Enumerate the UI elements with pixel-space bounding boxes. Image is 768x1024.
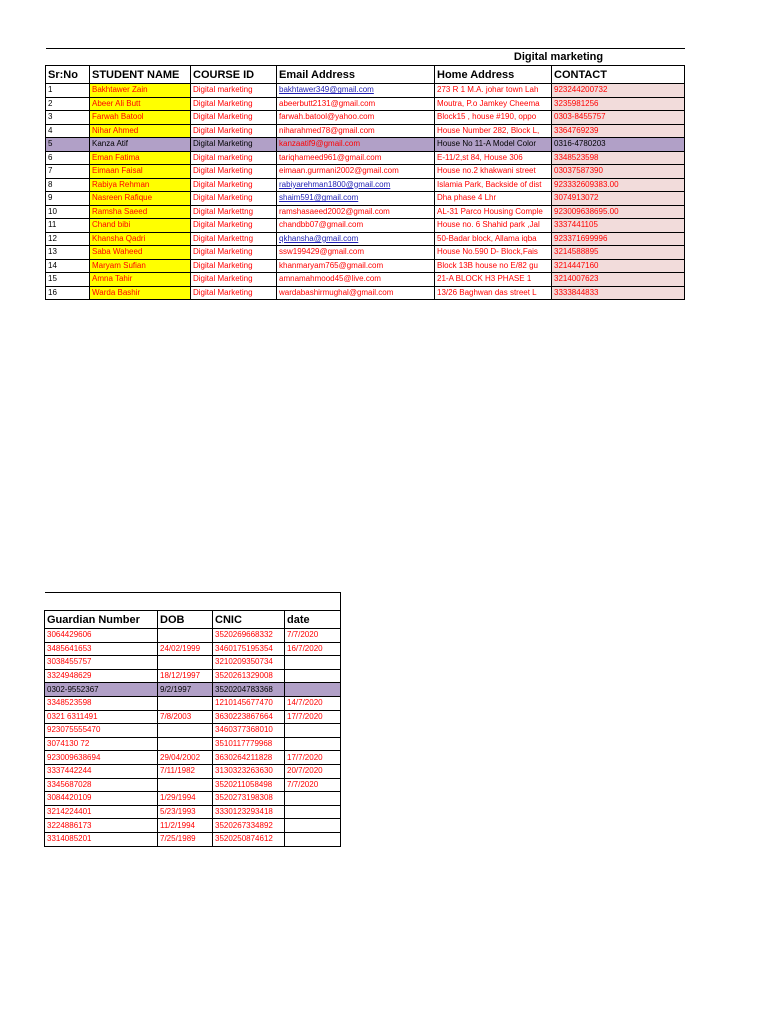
cell-course-id[interactable]: Digital Markettng xyxy=(191,232,277,246)
cell-home-address[interactable]: House No.590 D- Block,Fais xyxy=(435,246,552,260)
sheet-title: Digital marketing xyxy=(435,49,685,66)
cell-email[interactable] xyxy=(277,138,435,152)
cell-sr[interactable]: 5 xyxy=(46,138,90,152)
table-row xyxy=(45,669,341,683)
cell-date[interactable]: 14/7/2020 xyxy=(285,696,341,710)
cell-guardian-number[interactable]: 0321 6311491 xyxy=(45,710,158,724)
email-link[interactable]: qkhansha@gmail.com xyxy=(279,233,359,243)
cell-student-name[interactable]: Amna Tahir xyxy=(90,273,191,287)
table-row xyxy=(45,656,341,670)
cell-date[interactable] xyxy=(285,819,341,833)
header-student-name[interactable]: STUDENT NAME xyxy=(90,66,191,84)
cell-guardian-number[interactable]: 923009638694 xyxy=(45,751,158,765)
cell-dob[interactable]: 7/11/1982 xyxy=(158,764,213,778)
cell-dob[interactable]: 29/04/2002 xyxy=(158,751,213,765)
cell-student-name[interactable]: Eimaan Faisal xyxy=(90,165,191,179)
table-row xyxy=(46,97,685,111)
cell-contact[interactable]: 923244200732 xyxy=(552,84,685,98)
cell-sr[interactable]: 4 xyxy=(46,124,90,138)
cell-student-name[interactable]: Ramsha Saeed xyxy=(90,205,191,219)
cell-sr[interactable]: 11 xyxy=(46,219,90,233)
table-row xyxy=(45,819,341,833)
cell-dob[interactable]: 18/12/1997 xyxy=(158,669,213,683)
cell-contact[interactable]: 3074913072 xyxy=(552,192,685,206)
cell-student-name[interactable]: Abeer Ali Butt xyxy=(90,97,191,111)
table-row xyxy=(46,165,685,179)
email-text: wardabashirmughal@gmail.com xyxy=(279,287,394,297)
cell-cnic[interactable]: 3460377368010 xyxy=(213,724,285,738)
cell-course-id[interactable]: Digital Markettng xyxy=(191,205,277,219)
cell-dob[interactable]: 9/2/1997 xyxy=(158,683,213,697)
cell-date[interactable] xyxy=(285,683,341,697)
cell-home-address[interactable]: 273 R 1 M.A. johar town Lah xyxy=(435,84,552,98)
table-row xyxy=(45,805,341,819)
email-link[interactable]: shaim591@gmail.com xyxy=(279,193,359,203)
table-row xyxy=(46,138,685,152)
cell-date[interactable]: 7/7/2020 xyxy=(285,629,341,643)
cell-dob[interactable] xyxy=(158,737,213,751)
cell-contact[interactable]: 3214447160 xyxy=(552,259,685,273)
header-row xyxy=(46,66,685,84)
cell-guardian-number[interactable]: 3084420109 xyxy=(45,792,158,806)
cell-date[interactable] xyxy=(285,792,341,806)
cell-contact[interactable]: 3348523598 xyxy=(552,151,685,165)
cell-sr[interactable]: 15 xyxy=(46,273,90,287)
cell-cnic[interactable]: 3520204783368 xyxy=(213,683,285,697)
table-row xyxy=(46,219,685,233)
cell-home-address[interactable]: Block 13B house no E/82 gu xyxy=(435,259,552,273)
cell-course-id[interactable]: Digital Marketing xyxy=(191,165,277,179)
table-row xyxy=(46,124,685,138)
cell-student-name[interactable]: Saba Waheed xyxy=(90,246,191,260)
cell-cnic[interactable]: 3460175195354 xyxy=(213,642,285,656)
cell-home-address[interactable]: 50-Badar block, Allama iqba xyxy=(435,232,552,246)
cell-cnic[interactable]: 3330123293418 xyxy=(213,805,285,819)
cell-contact[interactable]: 923009638695.00 xyxy=(552,205,685,219)
cell-dob[interactable]: 7/8/2003 xyxy=(158,710,213,724)
cell-home-address[interactable]: Block15 , house #190, oppo xyxy=(435,111,552,125)
cell-contact[interactable]: 0303-8455757 xyxy=(552,111,685,125)
table-row xyxy=(46,246,685,260)
cell-date[interactable]: 17/7/2020 xyxy=(285,710,341,724)
cell-home-address[interactable]: AL-31 Parco Housing Comple xyxy=(435,205,552,219)
cell-contact[interactable]: 3214588895 xyxy=(552,246,685,260)
cell-home-address[interactable]: E-11/2,st 84, House 306 xyxy=(435,151,552,165)
cell-email[interactable] xyxy=(277,205,435,219)
cell-student-name[interactable]: Warda Bashir xyxy=(90,286,191,300)
table-row xyxy=(46,286,685,300)
cell-course-id[interactable]: Digital Marketing xyxy=(191,192,277,206)
cell-date[interactable]: 7/7/2020 xyxy=(285,778,341,792)
cell-date[interactable] xyxy=(285,724,341,738)
cell-guardian-number[interactable]: 3337442244 xyxy=(45,764,158,778)
cell-email[interactable] xyxy=(277,124,435,138)
email-text: ramshasaeed2002@gmail.com xyxy=(279,206,390,216)
table-row xyxy=(46,273,685,287)
cell-home-address[interactable]: House No 11-A Model Color xyxy=(435,138,552,152)
cell-email[interactable] xyxy=(277,286,435,300)
cell-home-address[interactable]: House no. 6 Shahid park ,Jal xyxy=(435,219,552,233)
cell-student-name[interactable]: Nihar Ahmed xyxy=(90,124,191,138)
cell-guardian-number[interactable]: 3324948629 xyxy=(45,669,158,683)
table-row xyxy=(45,642,341,656)
table-row xyxy=(46,232,685,246)
cell-date[interactable] xyxy=(285,669,341,683)
cell-student-name[interactable]: Bakhtawer Zain xyxy=(90,84,191,98)
table-row xyxy=(45,683,341,697)
cell-sr[interactable]: 14 xyxy=(46,259,90,273)
cell-guardian-number[interactable]: 3348523598 xyxy=(45,696,158,710)
cell-guardian-number[interactable]: 0302-9552367 xyxy=(45,683,158,697)
cell-course-id[interactable]: Digital marketing xyxy=(191,151,277,165)
email-text: eimaan.gurmani2002@gmail.com xyxy=(279,166,399,176)
cell-course-id[interactable]: Digital Marketing xyxy=(191,273,277,287)
cell-date[interactable]: 17/7/2020 xyxy=(285,751,341,765)
table-row xyxy=(46,259,685,273)
cell-course-id[interactable]: Digital Marketing xyxy=(191,219,277,233)
cell-cnic[interactable]: 3520250874612 xyxy=(213,832,285,846)
cell-student-name[interactable]: Farwah Batool xyxy=(90,111,191,125)
cell-dob[interactable] xyxy=(158,656,213,670)
cell-student-name[interactable]: Chand bibi xyxy=(90,219,191,233)
cell-contact[interactable]: 3333844833 xyxy=(552,286,685,300)
header-home-address[interactable]: Home Address xyxy=(435,66,552,84)
cell-guardian-number[interactable]: 923075555470 xyxy=(45,724,158,738)
email-text: kanzaatif9@gmail.com xyxy=(279,139,361,149)
cell-course-id[interactable]: Digital Marketing xyxy=(191,246,277,260)
guardian-table xyxy=(44,592,341,847)
email-text: amnamahmood45@live.com xyxy=(279,274,381,284)
table-row xyxy=(45,751,341,765)
cell-cnic[interactable]: 3130323263630 xyxy=(213,764,285,778)
cell-email[interactable] xyxy=(277,84,435,98)
cell-course-id[interactable]: Digital Marketing xyxy=(191,178,277,192)
cell-student-name[interactable]: Rabiya Rehman xyxy=(90,178,191,192)
email-text: farwah.batool@yahoo.com xyxy=(279,112,375,122)
cell-student-name[interactable]: Kanza Atif xyxy=(90,138,191,152)
cell-email[interactable] xyxy=(277,232,435,246)
cell-cnic[interactable]: 3520273198308 xyxy=(213,792,285,806)
cell-student-name[interactable]: Nasreen Rafique xyxy=(90,192,191,206)
cell-cnic[interactable]: 3630264211828 xyxy=(213,751,285,765)
header-sr[interactable]: Sr:No xyxy=(46,66,90,84)
cell-email[interactable] xyxy=(277,192,435,206)
cell-email[interactable] xyxy=(277,219,435,233)
cell-email[interactable] xyxy=(277,151,435,165)
header-row xyxy=(45,611,341,629)
table-row xyxy=(45,629,341,643)
cell-course-id[interactable]: Digital Marketing xyxy=(191,259,277,273)
cell-student-name[interactable]: Eman Fatima xyxy=(90,151,191,165)
cell-guardian-number[interactable]: 3314085201 xyxy=(45,832,158,846)
cell-course-id[interactable]: Digital marketing xyxy=(191,84,277,98)
email-text: tariqhameed961@gmail.com xyxy=(279,152,382,162)
cell-course-id[interactable]: Digital Marketing xyxy=(191,111,277,125)
table-row xyxy=(46,192,685,206)
cell-email[interactable] xyxy=(277,246,435,260)
cell-email[interactable] xyxy=(277,178,435,192)
table-row xyxy=(45,724,341,738)
cell-contact[interactable]: 3214007623 xyxy=(552,273,685,287)
cell-cnic[interactable]: 3520267334892 xyxy=(213,819,285,833)
cell-dob[interactable] xyxy=(158,724,213,738)
cell-course-id[interactable]: Digital Marketing xyxy=(191,138,277,152)
cell-sr[interactable]: 7 xyxy=(46,165,90,179)
cell-guardian-number[interactable]: 3485641653 xyxy=(45,642,158,656)
cell-guardian-number[interactable]: 3038455757 xyxy=(45,656,158,670)
table-row xyxy=(46,151,685,165)
cell-contact[interactable]: 0316-4780203 xyxy=(552,138,685,152)
cell-sr[interactable]: 13 xyxy=(46,246,90,260)
cell-sr[interactable]: 10 xyxy=(46,205,90,219)
cell-home-address[interactable]: Moutra, P.o Jamkey Cheema xyxy=(435,97,552,111)
cell-date[interactable] xyxy=(285,805,341,819)
cell-home-address[interactable]: 21-A BLOCK H3 PHASE 1 xyxy=(435,273,552,287)
cell-guardian-number[interactable]: 3064429606 xyxy=(45,629,158,643)
cell-cnic[interactable]: 3630223867664 xyxy=(213,710,285,724)
cell-cnic[interactable]: 3520261329008 xyxy=(213,669,285,683)
title-row xyxy=(46,49,685,66)
cell-contact[interactable]: 923371699996 xyxy=(552,232,685,246)
cell-home-address[interactable]: 13/26 Baghwan das street L xyxy=(435,286,552,300)
cell-date[interactable]: 20/7/2020 xyxy=(285,764,341,778)
cell-student-name[interactable]: Maryam Sufian xyxy=(90,259,191,273)
table-row xyxy=(45,832,341,846)
cell-cnic[interactable]: 3520211058498 xyxy=(213,778,285,792)
cell-email[interactable] xyxy=(277,111,435,125)
cell-cnic[interactable]: 1210145677470 xyxy=(213,696,285,710)
cell-sr[interactable]: 8 xyxy=(46,178,90,192)
cell-course-id[interactable]: Digital Marketing xyxy=(191,286,277,300)
cell-date[interactable] xyxy=(285,737,341,751)
cell-sr[interactable]: 1 xyxy=(46,84,90,98)
cell-email[interactable] xyxy=(277,273,435,287)
cell-cnic[interactable]: 3520269668332 xyxy=(213,629,285,643)
cell-guardian-number[interactable]: 3074130 72 xyxy=(45,737,158,751)
cell-dob[interactable] xyxy=(158,696,213,710)
cell-student-name[interactable]: Khansha Qadri xyxy=(90,232,191,246)
cell-date[interactable]: 16/7/2020 xyxy=(285,642,341,656)
table-row xyxy=(45,696,341,710)
cell-home-address[interactable]: Dha phase 4 Lhr xyxy=(435,192,552,206)
cell-course-id[interactable]: Digital Marketing xyxy=(191,124,277,138)
cell-date[interactable] xyxy=(285,832,341,846)
header-date[interactable]: date xyxy=(285,611,341,629)
header-cnic[interactable]: CNIC xyxy=(213,611,285,629)
cell-sr[interactable]: 2 xyxy=(46,97,90,111)
cell-email[interactable] xyxy=(277,165,435,179)
email-text: niharahmed78@gmail.com xyxy=(279,125,375,135)
table-row xyxy=(46,84,685,98)
email-link[interactable]: bakhtawer349@gmail.com xyxy=(279,85,374,95)
cell-home-address[interactable]: House Number 282, Block L, xyxy=(435,124,552,138)
cell-dob[interactable]: 1/29/1994 xyxy=(158,792,213,806)
cell-contact[interactable]: 923332609383.00 xyxy=(552,178,685,192)
cell-home-address[interactable]: Islamia Park, Backside of dist xyxy=(435,178,552,192)
cell-guardian-number[interactable]: 3214224401 xyxy=(45,805,158,819)
cell-course-id[interactable]: Digital Marketing xyxy=(191,97,277,111)
cell-dob[interactable]: 24/02/1999 xyxy=(158,642,213,656)
cell-dob[interactable]: 5/23/1993 xyxy=(158,805,213,819)
cell-sr[interactable]: 6 xyxy=(46,151,90,165)
students-table xyxy=(45,48,685,300)
cell-cnic[interactable]: 3510117779968 xyxy=(213,737,285,751)
cell-dob[interactable] xyxy=(158,629,213,643)
header-guardian-number[interactable]: Guardian Number xyxy=(45,611,158,629)
cell-cnic[interactable]: 3210209350734 xyxy=(213,656,285,670)
table-row xyxy=(45,778,341,792)
email-text: khanmaryam765@gmail.com xyxy=(279,260,384,270)
cell-sr[interactable]: 16 xyxy=(46,286,90,300)
cell-dob[interactable] xyxy=(158,778,213,792)
cell-dob[interactable]: 7/25/1989 xyxy=(158,832,213,846)
table-row xyxy=(45,737,341,751)
email-link[interactable]: rabiyarehman1800@gmail.com xyxy=(279,179,391,189)
cell-guardian-number[interactable]: 3224886173 xyxy=(45,819,158,833)
header-dob[interactable]: DOB xyxy=(158,611,213,629)
email-text: chandbb07@gmail.com xyxy=(279,220,364,230)
header-email[interactable]: Email Address xyxy=(277,66,435,84)
top-border-row xyxy=(45,593,341,611)
email-text: ssw199429@gmail.com xyxy=(279,247,365,257)
table-row xyxy=(45,792,341,806)
cell-dob[interactable]: 11/2/1994 xyxy=(158,819,213,833)
cell-email[interactable] xyxy=(277,97,435,111)
header-course-id[interactable]: COURSE ID xyxy=(191,66,277,84)
table-row xyxy=(45,764,341,778)
table-row xyxy=(45,710,341,724)
cell-email[interactable] xyxy=(277,259,435,273)
cell-home-address[interactable]: House no.2 khakwani street xyxy=(435,165,552,179)
cell-sr[interactable]: 9 xyxy=(46,192,90,206)
table-row xyxy=(46,205,685,219)
cell-contact[interactable]: 03037587390 xyxy=(552,165,685,179)
cell-sr[interactable]: 12 xyxy=(46,232,90,246)
cell-contact[interactable]: 3364769239 xyxy=(552,124,685,138)
table-row xyxy=(46,111,685,125)
cell-guardian-number[interactable]: 3345687028 xyxy=(45,778,158,792)
cell-contact[interactable]: 3337441105 xyxy=(552,219,685,233)
email-text: abeerbutt2131@gmail.com xyxy=(279,98,376,108)
table-row xyxy=(46,178,685,192)
cell-contact[interactable]: 3235981256 xyxy=(552,97,685,111)
cell-sr[interactable]: 3 xyxy=(46,111,90,125)
header-contact[interactable]: CONTACT xyxy=(552,66,685,84)
cell-date[interactable] xyxy=(285,656,341,670)
